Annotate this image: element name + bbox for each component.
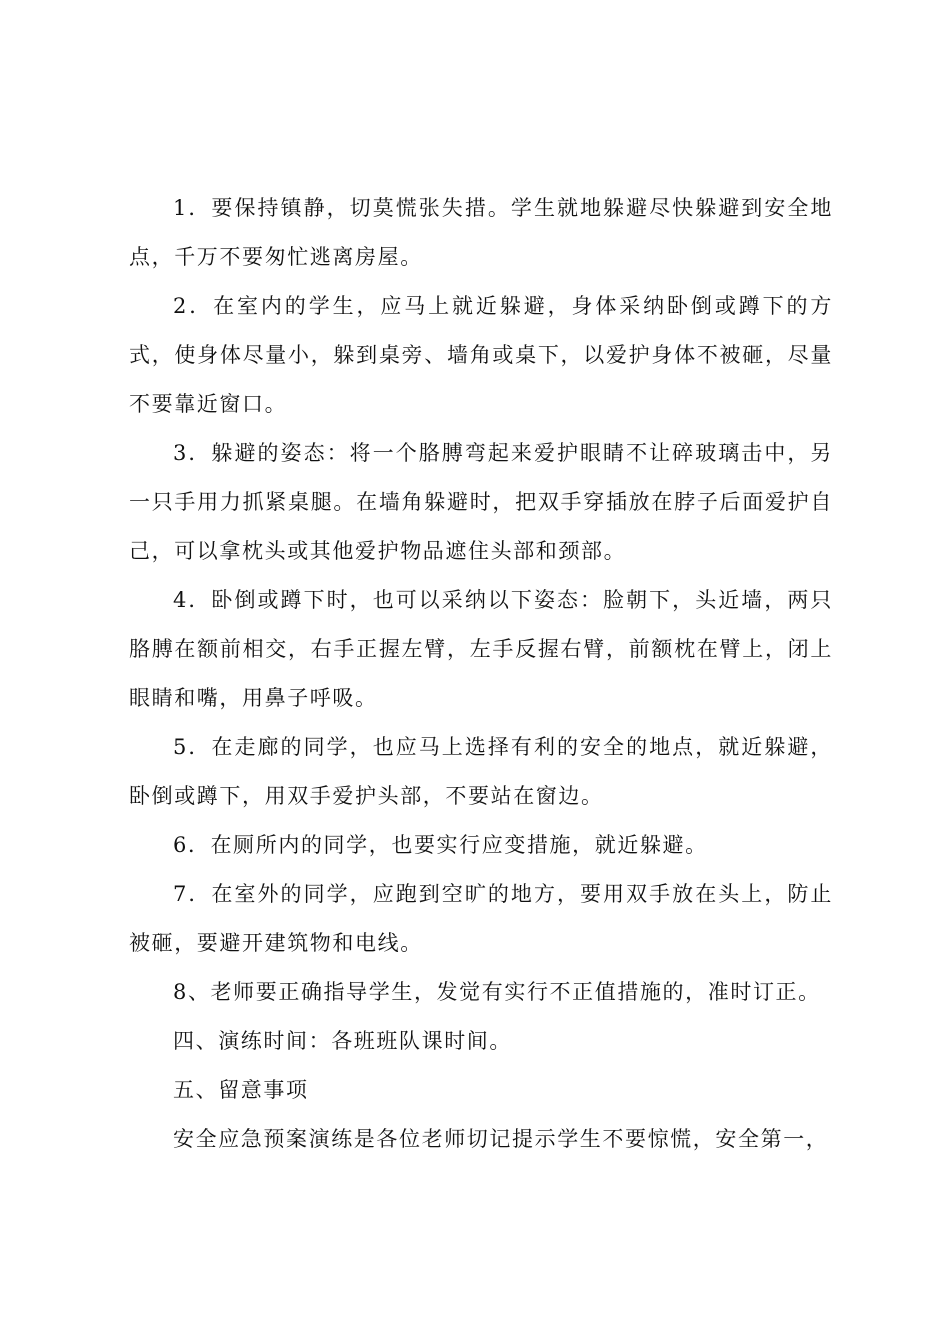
paragraph-item-1: 1．要保持镇静，切莫慌张失措。学生就地躲避尽快躲避到安全地点，千万不要匆忙逃离房屋。 [129,196,833,269]
paragraph-item-7: 7．在室外的同学，应跑到空旷的地方，要用双手放在头上，防止被砸，要避开建筑物和电线。 [129,882,833,955]
paragraph-item-8: 8、老师要正确指导学生，发觉有实行不正值措施的，准时订正。 [173,980,821,1004]
document-body [129,184,833,1164]
paragraph-item-2: 2．在室内的学生，应马上就近躲避，身体采纳卧倒或蹲下的方式，使身体尽量小，躲到桌旁、墙角或桌下，以爱护身体不被砸，尽量不要靠近窗口。 [129,294,833,416]
section-heading-notes: 五、留意事项 [173,1078,309,1102]
paragraph-item-4: 4．卧倒或蹲下时，也可以采纳以下姿态：脸朝下，头近墙，两只胳膊在额前相交，右手正握左臂，左手反握右臂，前额枕在臂上，闭上眼睛和嘴，用鼻子呼吸。 [129,588,833,710]
paragraph-item-6: 6．在厕所内的同学，也要实行应变措施，就近躲避。 [173,833,708,857]
paragraph-notes-text: 安全应急预案演练是各位老师切记提示学生不要惊慌，安全第一， [173,1127,829,1151]
section-heading-drill-time: 四、演练时间：各班班队课时间。 [173,1029,512,1053]
paragraph-item-5: 5．在走廊的同学，也应马上选择有利的安全的地点，就近躲避，卧倒或蹲下，用双手爱护头部，不要站在窗边。 [129,735,833,808]
paragraph-item-3: 3．躲避的姿态：将一个胳膊弯起来爱护眼睛不让碎玻璃击中，另一只手用力抓紧桌腿。在墙角躲避时，把双手穿插放在脖子后面爱护自己，可以拿枕头或其他爱护物品遮住头部和颈部。 [129,441,833,563]
